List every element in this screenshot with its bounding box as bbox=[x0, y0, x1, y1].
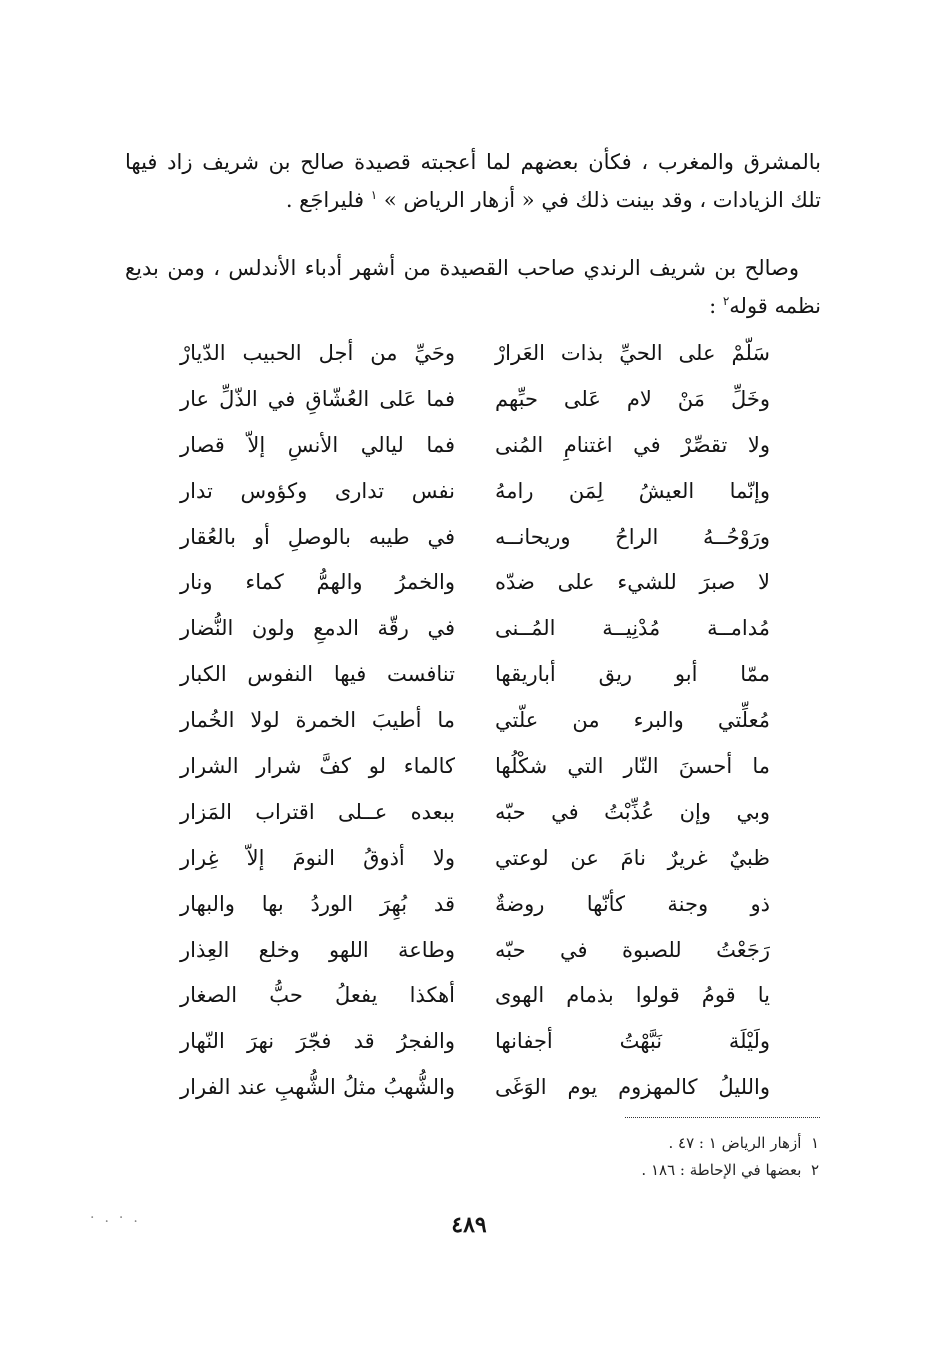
verse-second-hemistich: وحَيِّ من أجل الحبيب الدّيارْ bbox=[180, 340, 455, 365]
footnote-separator bbox=[625, 1117, 820, 1118]
verse-first-hemistich: يا قومُ قولوا بذمام الهوى bbox=[495, 983, 770, 1008]
footnote-number: ١ bbox=[810, 1134, 819, 1152]
verse bbox=[180, 330, 770, 376]
verse bbox=[180, 1018, 770, 1064]
verse bbox=[180, 559, 770, 605]
footnotes bbox=[641, 1130, 819, 1184]
verse-second-hemistich: فما عَلى العُشّاقِ في الذّلِّ عار bbox=[180, 386, 455, 411]
verse-second-hemistich: نفس تدارى وكؤوس تدار bbox=[180, 478, 455, 503]
verse-second-hemistich: قد بُهِرَ الوردُ بها والبهار bbox=[180, 891, 455, 916]
verse-second-hemistich: أهكذا يفعلُ حبُّ الصغار bbox=[180, 983, 455, 1008]
paragraph-poet-text: وصالح بن شريف الرندي صاحب القصيدة من أشهر أدباء الأندلس ، ومن بديع نظمه قوله bbox=[125, 256, 821, 318]
verse-first-hemistich: مُعلِّتي والبرء من علّتي bbox=[495, 708, 770, 733]
verse-first-hemistich: ظبيٌ غريرٌ نامَ عن لوعتي bbox=[495, 845, 770, 870]
verse bbox=[180, 376, 770, 422]
verse bbox=[180, 468, 770, 514]
footnote-ref-2: ٢ bbox=[722, 294, 730, 308]
paragraph-intro bbox=[125, 143, 821, 219]
verse bbox=[180, 1064, 770, 1110]
verse-first-hemistich: لا صبرَ للشيء على ضدّه bbox=[495, 570, 770, 595]
footnote-text: بعضها في الإحاطة : ١٨٦ . bbox=[641, 1161, 802, 1179]
verse-first-hemistich: وإنّما العيشُ لِمَن رامهُ bbox=[495, 478, 770, 503]
verse-second-hemistich: والشُّهبُ مثلُ الشُّهبِ عند الفرار bbox=[180, 1075, 455, 1100]
verse-second-hemistich: وطاعة اللهو وخلع العِذار bbox=[180, 937, 455, 962]
footnote bbox=[641, 1157, 819, 1184]
verse bbox=[180, 743, 770, 789]
verse-second-hemistich: كالماء لو كفَّ شرار الشرار bbox=[180, 753, 455, 778]
verse-first-hemistich: ما أحسنَ النّار التي شكْلُها bbox=[495, 753, 770, 778]
verse-first-hemistich: ممّا أبو ريق أباريقها bbox=[495, 662, 770, 687]
verse-second-hemistich: فما ليالي الأنسِ إلاّ قصار bbox=[180, 432, 455, 457]
verse-first-hemistich: ذو وجنة كأنّها روضةٌ bbox=[495, 891, 770, 916]
paragraph-poet bbox=[125, 249, 821, 325]
verse bbox=[180, 927, 770, 973]
verse-second-hemistich: ما أطيبَ الخمرة لولا الخُمار bbox=[180, 708, 455, 733]
verse bbox=[180, 881, 770, 927]
verse bbox=[180, 422, 770, 468]
verse-first-hemistich: وخَلِّ مَنْ لام عَلى حبِّهم bbox=[495, 386, 770, 411]
verse-first-hemistich: والليلُ كالمهزوم يوم الوَغَى bbox=[495, 1075, 770, 1100]
verse-second-hemistich: في رقّة الدمعِ ولون النُّضار bbox=[180, 616, 455, 641]
verse-second-hemistich: ولا أذوقُ النومَ إلاّ غِرار bbox=[180, 845, 455, 870]
footnote-number: ٢ bbox=[810, 1161, 819, 1179]
verse-first-hemistich: رَجَعْتُ للصبوة في حبّه bbox=[495, 937, 770, 962]
verse-second-hemistich: في طيبه بالوصلِ أو بالعُقار bbox=[180, 524, 455, 549]
verse bbox=[180, 697, 770, 743]
verse bbox=[180, 789, 770, 835]
verse bbox=[180, 514, 770, 560]
verse bbox=[180, 972, 770, 1018]
verse-first-hemistich: مُدامــة مُدْنِيــة المُــنى bbox=[495, 616, 770, 641]
scan-specks: ·.·. bbox=[90, 1210, 148, 1226]
footnote-text: أزهار الرياض ١ : ٤٧ . bbox=[668, 1134, 802, 1152]
paragraph-intro-tail: فليراجَع . bbox=[285, 188, 371, 212]
paragraph-intro-text: بالمشرق والمغرب ، فكأن بعضهم لما أعجبته قصيدة صالح بن شريف زاد فيها تلك الزيادات ، وقد بينت ذلك في « أزهار الرياض » bbox=[125, 150, 821, 212]
verse-second-hemistich: والفجرُ قد فجّرَ نهرَ النّهار bbox=[180, 1029, 455, 1054]
verse-first-hemistich: ورَوْحُــهُ الراحُ وريحانــه bbox=[495, 524, 770, 549]
verse-first-hemistich: ولا تقصِّرْ في اغتنامِ المُنى bbox=[495, 432, 770, 457]
verse bbox=[180, 835, 770, 881]
verse-first-hemistich: سَلّمْ على الحيِّ بذات العَرارْ bbox=[495, 340, 770, 365]
page-number: ٤٨٩ bbox=[451, 1212, 487, 1238]
verse-first-hemistich: وبي وإن عُذِّبْتُ في حبّه bbox=[495, 799, 770, 824]
footnote-ref-1: ١ bbox=[370, 188, 378, 202]
verse-second-hemistich: والخمرُ والهمُّ كماء ونار bbox=[180, 570, 455, 595]
verse bbox=[180, 651, 770, 697]
footnote bbox=[641, 1130, 819, 1157]
verse-second-hemistich: تنافست فيها النفوس الكبار bbox=[180, 662, 455, 687]
verse-second-hemistich: ببعده عــلى اقتراب المَزار bbox=[180, 799, 455, 824]
verse bbox=[180, 605, 770, 651]
paragraph-poet-tail: : bbox=[709, 294, 723, 318]
verse-first-hemistich: ولَيْلَة نَبَّهْتُ أجفانها bbox=[495, 1029, 770, 1054]
poem bbox=[180, 330, 770, 1110]
